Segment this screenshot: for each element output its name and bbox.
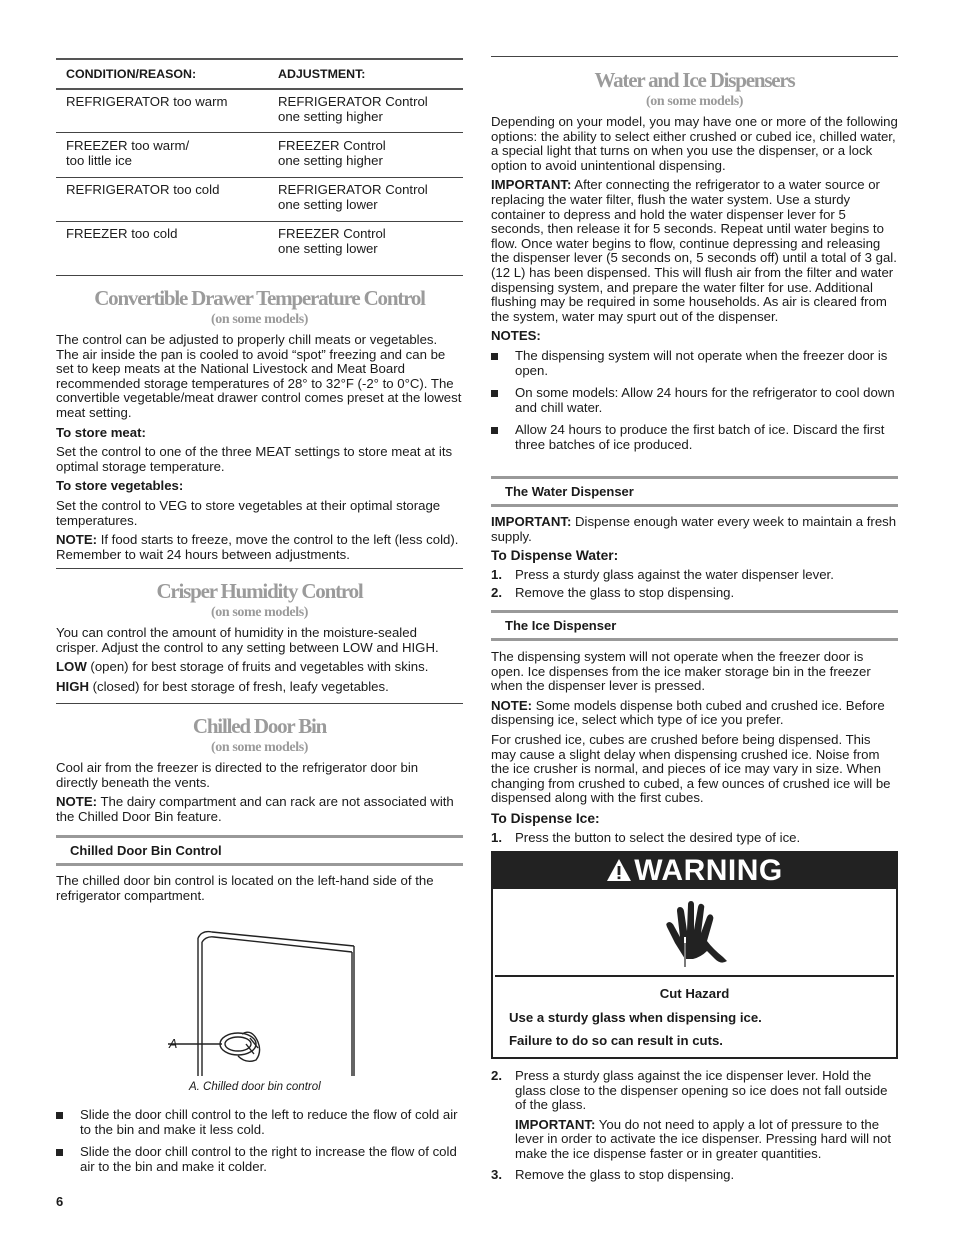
section-title: Crisper Humidity Control	[156, 579, 363, 603]
warning-pictogram	[495, 889, 894, 977]
list-item: On some models: Allow 24 hours for the refrigerator to cool down and chill water.	[491, 386, 898, 415]
section-subtitle: (on some models)	[645, 94, 744, 109]
table-header-condition: CONDITION/REASON:	[66, 67, 197, 81]
chilled-door-bin-section: Chilled Door Bin (on some models) Cool air from the freezer is directed to the refrigerator door bin directly beneath the vents. NOTE: The dairy compartment and can rack are not associated with the Chilled Door Bin feature.	[56, 714, 463, 824]
page-number: 6	[56, 1194, 64, 1209]
chilled-bullets	[56, 1108, 463, 1174]
water-dispenser-heading: The Water Dispenser	[491, 476, 898, 507]
list-item: 3. Remove the glass to stop dispensing.	[491, 1166, 735, 1182]
water-ice-section: Water and Ice Dispensers (on some models) Depending on your model, you may have one or more of the following options: the ability to select either crushed or cubed ice, chilled water, a special light that turns on when you use the dispenser, or a lock option to avoid unintentional dispensing. IMPORTANT: After connecting the refrigerator to a water source or replacing the water filter, flush the water system. Use a sturdy container to depress and hold the water dispenser lever for 5 seconds, then release it for 5 seconds. Repeat until water begins to flow. Once water begins to flow, continue depressing and releasing the dispenser lever (5 seconds on, 5 seconds off) until a total of 3 gal. (12 L) has been dispensed. This will flush air from the filter and water dispensing system, and prepare the water filter for use. Additional flushing may be required in some households. As air is cleared from the system, water may spurt out of the dispenser. NOTES: The dispensing system will not operate when the freezer door is open. On some models: Allow 24 hours for the refrigerator to cool down and chill water. Allow 24 hours to produce the first batch of ice. Discard the first three batches of ice produced.	[491, 68, 898, 452]
chilled-door-bin-figure	[166, 916, 416, 1076]
section-subtitle: (on some models)	[210, 312, 309, 327]
list-item: Slide the door chill control to the left to reduce the flow of cold air to the bin and make it less cold.	[56, 1108, 463, 1137]
crisper-humidity-section: Crisper Humidity Control (on some models) You can control the amount of humidity in the moisture-sealed crisper. Adjust the control to any setting between LOW and HIGH. LOW (open) for best storage of fruits and vegetables with skins. HIGH (closed) for best storage of fresh, leafy vegetables.	[56, 579, 463, 694]
figure-caption: A. Chilled door bin control	[189, 1081, 321, 1093]
list-item: 1. Press the button to select the desired type of ice.	[491, 829, 801, 845]
ice-dispenser-steps-continued: 2. Press a sturdy glass against the ice dispenser lever. Hold the glass close to the dispenser opening so ice does not fall outside of the glass. IMPORTANT: You do not need to apply a lot of pressure to the lever in order to activate the ice dispenser. Pressing hard will not make the ice dispense faster or in greater quantities. 3. Remove the glass to stop dispensing.	[491, 1069, 898, 1182]
warning-box	[491, 851, 898, 1059]
warning-line-1: Use a sturdy glass when dispensing ice.	[509, 1009, 762, 1025]
list-item: Slide the door chill control to the right to increase the flow of cold air to the bin and make it colder.	[56, 1145, 463, 1174]
figure-label-a: A	[169, 1037, 178, 1051]
section-subtitle: (on some models)	[210, 605, 309, 620]
water-dispenser-section: IMPORTANT: Dispense enough water every week to maintain a fresh supply. To Dispense Water: 1. Press a sturdy glass against the water dispenser lever. 2. Remove the glass to stop dispensing.	[491, 514, 897, 601]
list-item: 2. Remove the glass to stop dispensing.	[491, 585, 735, 601]
list-item: The dispensing system will not operate when the freezer door is open.	[491, 349, 898, 378]
list-item: Allow 24 hours to produce the first batch of ice. Discard the first three batches of ice produced.	[491, 423, 898, 452]
convertible-drawer-section: Convertible Drawer Temperature Control (on some models) The control can be adjusted to properly chill meats or vegetables. The air inside the pan is cooled to avoid “spot” freezing and can be set to keep meats at the National Livestock and Meat Board recommended storage temperatures of 28° to 32°F (-2° to 0°C). The convertible vegetable/meat drawer control comes preset at the lowest meat setting. To store meat: Set the control to one of the three MEAT settings to store meat at its optimal storage temperature. To store vegetables: Set the control to VEG to store vegetables at their optimal storage temperatures. NOTE: If food starts to freeze, move the control to the left (less cold). Remember to wait 24 hours between adjustments.	[56, 286, 462, 562]
warning-hazard: Cut Hazard	[659, 986, 730, 1001]
warning-header: WARNING	[493, 853, 896, 889]
list-item: 2. Press a sturdy glass against the ice dispenser lever. Hold the glass close to the dispenser opening so ice does not fall outside of the glass.	[491, 1068, 888, 1113]
ice-dispenser-heading: The Ice Dispenser	[491, 610, 898, 641]
section-title: Water and Ice Dispensers	[594, 68, 795, 92]
chilled-door-bin-control-heading: Chilled Door Bin Control	[56, 835, 463, 866]
section-title: Convertible Drawer Temperature Control	[94, 286, 425, 310]
list-item: 1. Press a sturdy glass against the water dispenser lever.	[491, 566, 834, 582]
section-title: Chilled Door Bin	[192, 714, 327, 738]
warning-line-2: Failure to do so can result in cuts.	[509, 1033, 723, 1049]
adjustment-table: CONDITION/REASON: ADJUSTMENT: REFRIGERATOR too warm REFRIGERATOR Control one setting higher FREEZER too warm/ too little ice FREEZER Control one setting higher REFRIGERATOR too cold REFRIGERATOR Control one setting lower FREEZER too cold FREEZER Control one setting lower	[56, 0, 463, 280]
table-header-adjustment: ADJUSTMENT:	[278, 67, 366, 81]
warning-triangle-icon	[606, 858, 632, 882]
section-subtitle: (on some models)	[210, 740, 309, 755]
ice-dispenser-section: The dispensing system will not operate when the freezer door is open. Ice dispenses from the ice maker storage bin in the freezer when the dispenser lever is pressed. NOTE: Some models dispense both cubed and crushed ice. Before dispensing ice, select which type of ice you prefer. For crushed ice, cubes are crushed before being dispensed. This may cause a slight delay when dispensing crushed ice. Noise from the ice crusher is normal, and pieces of ice may vary in size. When changing from crushed to cubed, a few ounces of crushed ice will be dispensed along with the first cubes. To Dispense Ice: 1. Press the button to select the desired type of ice.	[491, 650, 898, 845]
cut-hazard-hand-icon	[657, 897, 737, 967]
